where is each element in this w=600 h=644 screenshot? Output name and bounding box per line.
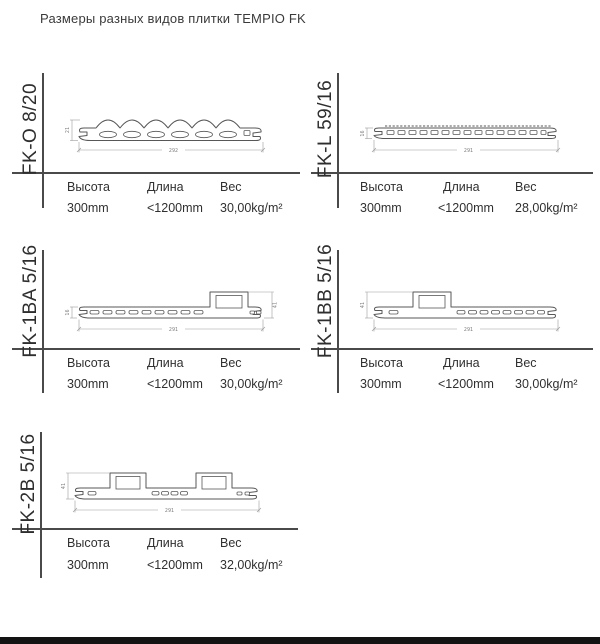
value-height: 300mm	[67, 377, 109, 391]
profile-hole	[244, 131, 250, 136]
base-height-dimension	[65, 307, 78, 318]
value-length: <1200mm	[438, 201, 494, 215]
panel-label: FK-O 8/20	[20, 82, 41, 176]
col-header-length: Длина	[443, 180, 480, 194]
col-header-height: Высота	[67, 180, 110, 194]
width-dimension	[372, 320, 560, 334]
panel-divider-horizontal	[12, 528, 298, 530]
panel-divider-horizontal	[12, 172, 300, 174]
profile-drawing-fk-1ba	[60, 285, 290, 337]
value-length: <1200mm	[147, 201, 203, 215]
height-dimension	[360, 128, 373, 139]
width-dimension	[73, 501, 261, 515]
col-header-length: Длина	[443, 356, 480, 370]
panel-label: FK-2B 5/16	[18, 433, 39, 535]
total-height-dim-label: 41	[361, 301, 366, 309]
height-dim-label: 21	[66, 126, 71, 134]
box-inner-hole	[202, 477, 226, 490]
value-length: <1200mm	[147, 377, 203, 391]
value-height: 300mm	[360, 377, 402, 391]
value-length: <1200mm	[147, 558, 203, 572]
profile-drawing-fk-1bb	[355, 285, 585, 337]
profile-hole	[196, 131, 213, 137]
width-dim-label: 291	[463, 149, 474, 154]
col-header-length: Длина	[147, 356, 184, 370]
col-header-weight: Вес	[220, 356, 242, 370]
col-header-height: Высота	[67, 356, 110, 370]
panel-divider-horizontal	[12, 348, 300, 350]
box-inner-hole	[216, 296, 242, 309]
width-dimension	[77, 142, 265, 154]
panel-fk-l	[305, 70, 593, 235]
width-dim-label: 291	[168, 328, 179, 333]
value-weight: 28,00kg/m²	[515, 201, 578, 215]
value-weight: 30,00kg/m²	[220, 201, 283, 215]
profile-hole	[100, 131, 117, 137]
panel-divider-vertical	[40, 432, 42, 578]
box-inner-hole	[116, 477, 140, 490]
col-header-length: Длина	[147, 180, 184, 194]
height-dim-label: 16	[361, 130, 366, 137]
profile-drawing-fk-l	[355, 114, 585, 166]
panel-label: FK-1BA 5/16	[20, 244, 41, 358]
profile-hole	[220, 131, 237, 137]
box-inner-hole	[419, 296, 445, 309]
width-dim-label: 291	[463, 328, 474, 333]
total-height-dim-label: 41	[273, 301, 279, 309]
panel-divider-vertical	[337, 73, 339, 208]
footer-bar	[0, 637, 600, 644]
panel-fk-2b	[10, 430, 298, 595]
col-header-height: Высота	[67, 536, 110, 550]
value-height: 300mm	[67, 201, 109, 215]
col-header-height: Высота	[360, 180, 403, 194]
panel-divider-horizontal	[311, 172, 593, 174]
col-header-length: Длина	[147, 536, 184, 550]
panel-divider-horizontal	[311, 348, 593, 350]
profile-drawing-fk-2b	[56, 466, 286, 518]
profile-drawing-fk-o	[60, 114, 290, 166]
value-height: 300mm	[67, 558, 109, 572]
profile-hole	[172, 131, 189, 137]
panel-label: FK-1BB 5/16	[315, 243, 336, 359]
profile-hole	[124, 131, 141, 137]
width-dim-label: 292	[168, 149, 179, 154]
profile-hole	[148, 131, 165, 137]
width-dimension	[372, 140, 560, 154]
width-dim-label: 291	[164, 509, 175, 514]
panel-divider-vertical	[42, 250, 44, 393]
col-header-weight: Вес	[220, 180, 242, 194]
col-header-height: Высота	[360, 356, 403, 370]
value-height: 300mm	[360, 201, 402, 215]
value-length: <1200mm	[438, 377, 494, 391]
page-title: Размеры разных видов плитки TEMPIO FK	[40, 11, 306, 26]
col-header-weight: Вес	[515, 356, 537, 370]
panel-divider-vertical	[337, 250, 339, 393]
col-header-weight: Вес	[515, 180, 537, 194]
panel-fk-1bb	[305, 245, 593, 410]
value-weight: 30,00kg/m²	[515, 377, 578, 391]
value-weight: 30,00kg/m²	[220, 377, 283, 391]
panel-fk-o	[12, 70, 300, 235]
panel-label: FK-L 59/16	[315, 79, 336, 179]
panel-divider-vertical	[42, 73, 44, 208]
panel-fk-1ba	[12, 245, 300, 410]
height-dimension	[65, 120, 80, 141]
col-header-weight: Вес	[220, 536, 242, 550]
base-height-dim-label: 16	[66, 309, 71, 316]
value-weight: 32,00kg/m²	[220, 558, 283, 572]
width-dimension	[77, 320, 265, 334]
profile-holes	[387, 131, 546, 135]
total-height-dim-label: 41	[62, 482, 67, 490]
